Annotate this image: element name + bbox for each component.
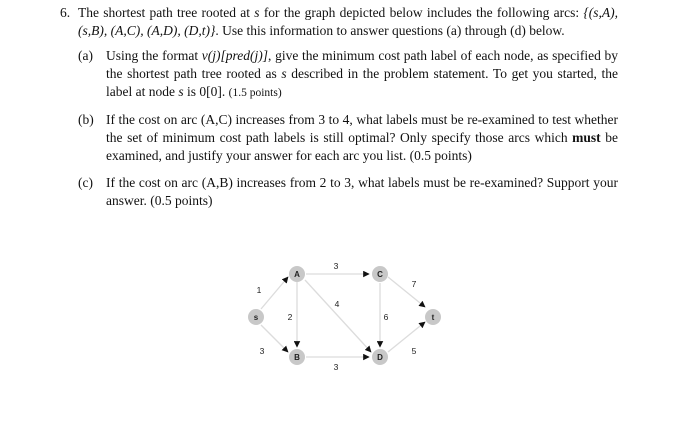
part-b — [78, 111, 618, 165]
node-label-t: t — [431, 313, 435, 322]
weight-s-B: 3 — [259, 346, 265, 356]
part-a-mid1: , give the minimum cost path label of each node, as specified by the shortest path tree rooted as — [106, 48, 619, 81]
node-label-s: s — [253, 313, 259, 322]
part-b-bold: must — [572, 130, 601, 145]
part-b-label: (b) — [78, 112, 94, 127]
part-a-label: (a) — [78, 48, 93, 63]
weight-A-B: 2 — [287, 312, 293, 322]
part-a-pre: Using the format — [106, 48, 199, 63]
part-a-node: s — [178, 84, 184, 99]
weight-B-D: 3 — [333, 362, 339, 372]
parts-list — [78, 47, 618, 210]
question-number: 6. — [60, 5, 71, 20]
part-a-format: v(j)[pred(j)] — [201, 48, 269, 63]
part-a-is: is 0[0]. — [187, 84, 226, 99]
stem-pre: The shortest path tree rooted at — [78, 5, 251, 20]
edge-s-B — [261, 325, 288, 352]
stem-root: s — [254, 5, 260, 20]
edge-s-A — [261, 277, 288, 309]
edge-A-D — [305, 280, 371, 352]
stem-post: . Use this information to answer questions (a) through (d) below. — [215, 23, 565, 38]
node-label-C: C — [377, 270, 383, 279]
edge-C-t — [388, 277, 425, 307]
part-c-label: (c) — [78, 175, 93, 190]
stem-mid: for the graph depicted below includes the following arcs: — [263, 5, 580, 20]
node-label-A: A — [294, 270, 300, 279]
node-label-B: B — [294, 353, 300, 362]
part-a — [78, 47, 618, 102]
weight-D-t: 5 — [411, 346, 417, 356]
part-a-root: s — [281, 66, 287, 81]
question-stem — [78, 4, 618, 40]
weight-A-C: 3 — [333, 261, 339, 271]
part-a-mid2: described in the problem statement. To get you started, the label at node — [106, 66, 619, 99]
part-c — [78, 174, 618, 210]
weight-s-A: 1 — [256, 285, 262, 295]
stem-arcs: {(s,A), (s,B), (A,C), (A,D), (D,t)} — [78, 5, 618, 38]
weight-C-D: 6 — [383, 312, 389, 322]
network-graph — [240, 256, 450, 380]
part-b-post: be examined, and justify your answer for each arc you list. (0.5 points) — [106, 130, 619, 163]
node-label-D: D — [377, 353, 383, 362]
part-c-text: If the cost on arc (A,B) increases from 2 to 3, what labels must be re-examined? Support your answer. (0.5 points) — [106, 175, 618, 208]
weight-C-t: 7 — [411, 279, 417, 289]
weight-A-D: 4 — [334, 299, 340, 309]
edge-D-t — [388, 322, 425, 352]
graph-svg — [240, 256, 450, 380]
part-a-points: (1.5 points) — [228, 87, 282, 99]
part-b-pre: If the cost on arc (A,C) increases from 3 to 4, what labels must be re-examined to test whether the set of minimum cost path labels is still optimal? Only specify those arcs which — [106, 112, 618, 145]
problem-6 — [60, 4, 619, 219]
